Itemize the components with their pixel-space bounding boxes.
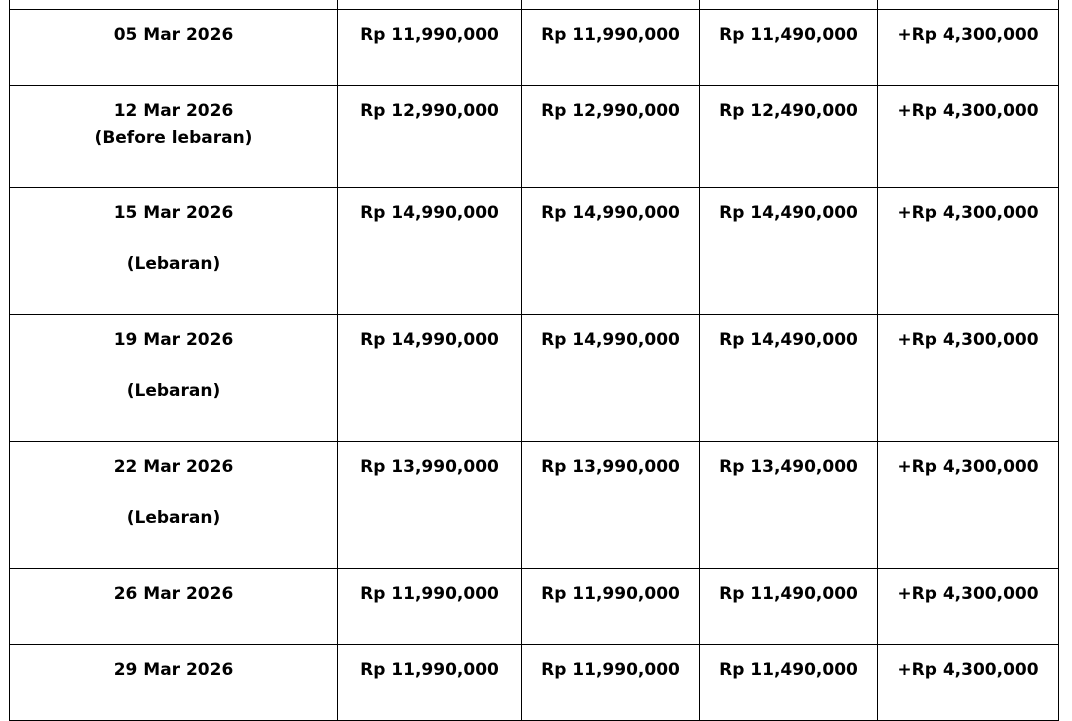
extra-charge-cell: +Rp 4,300,000 xyxy=(878,188,1059,315)
departure-date: 22 Mar 2026 xyxy=(113,457,234,477)
table-row xyxy=(10,188,1059,315)
departure-date-cell xyxy=(10,569,338,645)
table-row xyxy=(10,645,1059,721)
price-cell-a: Rp 11,990,000 xyxy=(338,569,522,645)
price-cell-b: Rp 12,990,000 xyxy=(522,86,700,188)
price-cell-c: Rp 11,490,000 xyxy=(700,569,878,645)
extra-charge-cell: +Rp 4,300,000 xyxy=(878,10,1059,86)
departure-date: 19 Mar 2026 xyxy=(113,330,234,350)
date-note: (Lebaran) xyxy=(126,381,221,401)
price-cell-c xyxy=(700,0,878,10)
departure-date: 26 Mar 2026 xyxy=(113,584,234,604)
extra-charge-cell xyxy=(878,0,1059,10)
price-cell-b: Rp 11,990,000 xyxy=(522,569,700,645)
price-cell-a: Rp 12,990,000 xyxy=(338,86,522,188)
table-row xyxy=(10,0,1059,10)
table-row xyxy=(10,569,1059,645)
departure-date-cell xyxy=(10,0,338,10)
price-cell-c: Rp 12,490,000 xyxy=(700,86,878,188)
price-cell-c: Rp 14,490,000 xyxy=(700,188,878,315)
extra-charge-cell: +Rp 4,300,000 xyxy=(878,569,1059,645)
departure-date: 12 Mar 2026 xyxy=(113,101,234,121)
price-cell-b: Rp 11,990,000 xyxy=(522,645,700,721)
table-row xyxy=(10,10,1059,86)
note-spacer xyxy=(14,354,333,378)
price-cell-c: Rp 14,490,000 xyxy=(700,315,878,442)
extra-charge-cell: +Rp 4,300,000 xyxy=(878,315,1059,442)
departure-date-cell xyxy=(10,442,338,569)
table-row xyxy=(10,315,1059,442)
price-cell-a xyxy=(338,0,522,10)
date-note: (Lebaran) xyxy=(126,508,221,528)
extra-charge-cell: +Rp 4,300,000 xyxy=(878,86,1059,188)
departure-date: 15 Mar 2026 xyxy=(113,203,234,223)
price-cell-b: Rp 14,990,000 xyxy=(522,315,700,442)
price-cell-a: Rp 11,990,000 xyxy=(338,645,522,721)
note-spacer xyxy=(14,227,333,251)
price-table-container xyxy=(9,0,1058,721)
price-cell-b xyxy=(522,0,700,10)
price-cell-b: Rp 13,990,000 xyxy=(522,442,700,569)
departure-date: 05 Mar 2026 xyxy=(113,25,234,45)
date-note: (Before lebaran) xyxy=(94,128,253,148)
extra-charge-cell: +Rp 4,300,000 xyxy=(878,645,1059,721)
departure-date-cell xyxy=(10,645,338,721)
price-cell-c: Rp 11,490,000 xyxy=(700,645,878,721)
table-row xyxy=(10,86,1059,188)
departure-date-cell xyxy=(10,10,338,86)
price-cell-c: Rp 11,490,000 xyxy=(700,10,878,86)
price-cell-b: Rp 14,990,000 xyxy=(522,188,700,315)
price-cell-c: Rp 13,490,000 xyxy=(700,442,878,569)
table-row xyxy=(10,442,1059,569)
price-cell-a: Rp 11,990,000 xyxy=(338,10,522,86)
date-note: (Lebaran) xyxy=(126,254,221,274)
extra-charge-cell: +Rp 4,300,000 xyxy=(878,442,1059,569)
departure-date: 29 Mar 2026 xyxy=(113,660,234,680)
price-cell-b: Rp 11,990,000 xyxy=(522,10,700,86)
departure-date-cell xyxy=(10,188,338,315)
price-cell-a: Rp 14,990,000 xyxy=(338,188,522,315)
departure-date-cell xyxy=(10,86,338,188)
departure-date-cell xyxy=(10,315,338,442)
price-table-body xyxy=(10,0,1059,721)
note-spacer xyxy=(14,481,333,505)
price-table xyxy=(9,0,1059,721)
price-cell-a: Rp 13,990,000 xyxy=(338,442,522,569)
price-cell-a: Rp 14,990,000 xyxy=(338,315,522,442)
